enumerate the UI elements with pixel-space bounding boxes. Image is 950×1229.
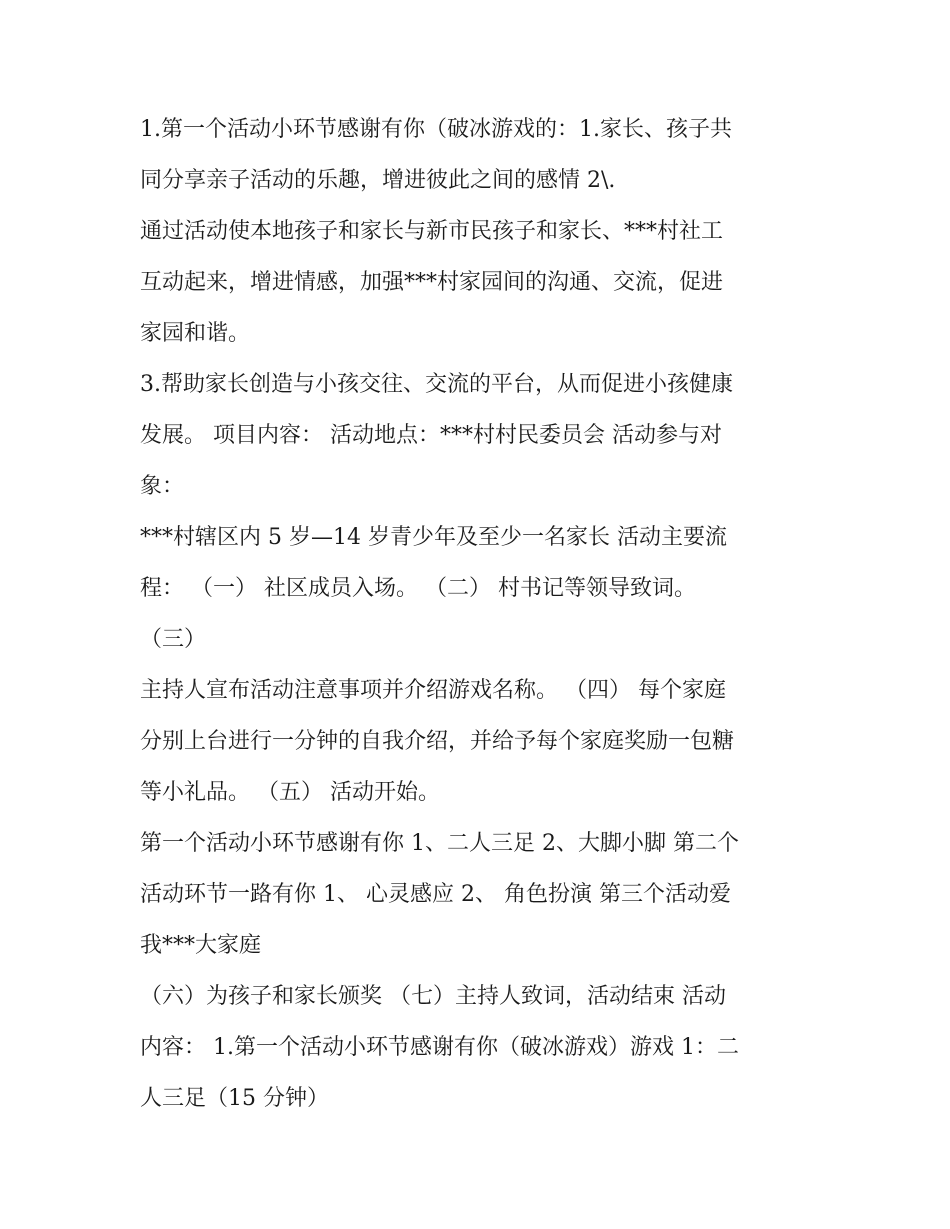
text-line-18: （六）为孩子和家长颁奖 （七）主持人致词，活动结束 活动 [140,984,726,1009]
text-line-6: 3.帮助家长创造与小孩交往、交流的平台，从而促进小孩健康 [140,372,733,397]
text-line-4: 互动起来，增进情感，加强***村家园间的沟通、交流，促进 [140,270,724,295]
text-line-19: 内容： 1.第一个活动小环节感谢有你（破冰游戏）游戏 1：二 [140,1035,739,1060]
document-page [140,104,830,1124]
text-line-2: 同分享亲子活动的乐趣，增进彼此之间的感情 2\. [140,168,616,193]
text-line-3: 通过活动使本地孩子和家长与新市民孩子和家长、***村社工 [140,219,724,244]
text-line-15: 第一个活动小环节感谢有你 1、二人三足 2、大脚小脚 第二个 [140,831,739,856]
text-line-5: 家园和谐。 [140,321,251,346]
text-line-8: 象： [140,474,185,499]
text-line-10: 程： （一） 社区成员入场。 （二） 村书记等领导致词。 [140,576,696,601]
text-line-14: 等小礼品。 （五） 活动开始。 [140,780,440,805]
text-line-1: 1.第一个活动小环节感谢有你（破冰游戏的：1.家长、孩子共 [140,117,732,142]
text-line-16: 活动环节一路有你 1、 心灵感应 2、 角色扮演 第三个活动爱 [140,882,731,907]
text-line-11: （三） [140,627,207,652]
text-line-17: 我***大家庭 [140,933,262,958]
text-line-9: ***村辖区内 5 岁—14 岁青少年及至少一名家长 活动主要流 [140,525,727,550]
text-line-20: 人三足（15 分钟） [140,1086,329,1111]
text-line-13: 分别上台进行一分钟的自我介绍，并给予每个家庭奖励一包糖 [140,729,735,754]
text-line-12: 主持人宣布活动注意事项并介绍游戏名称。 （四） 每个家庭 [140,678,726,703]
text-line-7: 发展。 项目内容： 活动地点：***村村民委员会 活动参与对 [140,423,722,448]
